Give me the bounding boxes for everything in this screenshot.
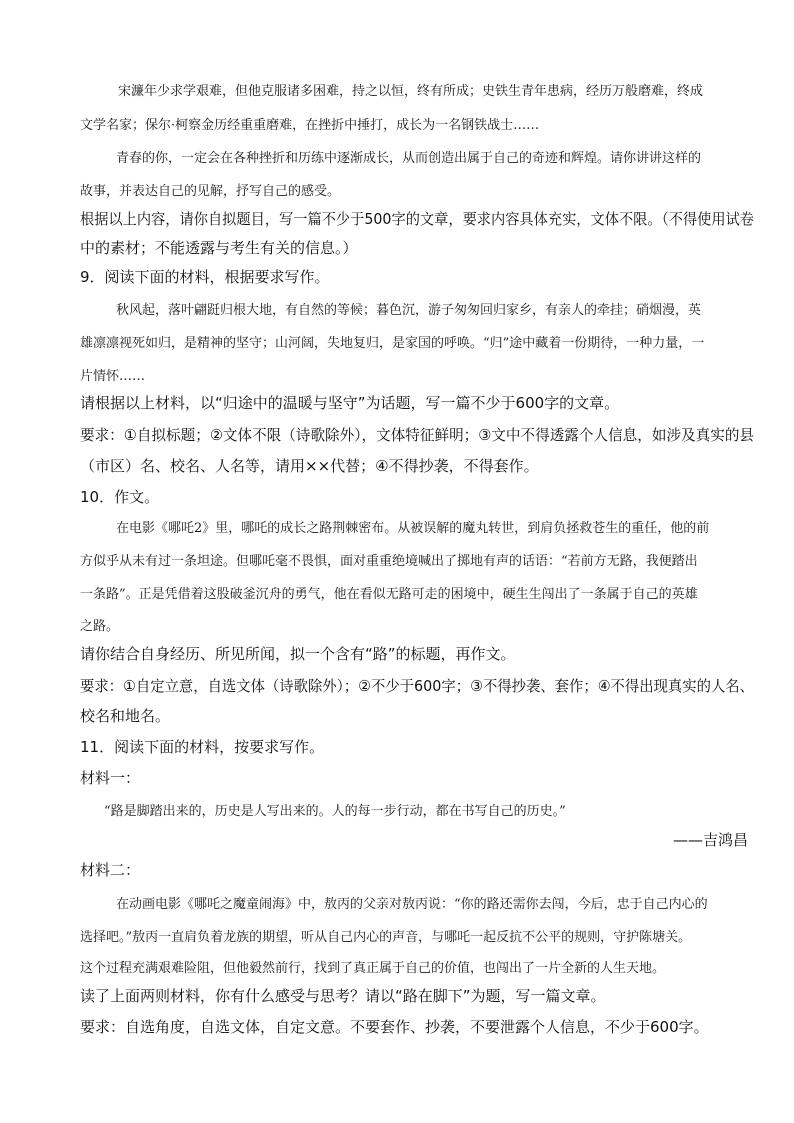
q9-material-line-2: 雄凛凛视死如归，是精神的坚守；山河阔，失地复归，是家国的呼唤。“归”途中藏着一份期待，一种力量，一 — [80, 336, 705, 351]
q11-material2-line-3: 这个过程充满艰难险阻，但他毅然前行，找到了真正属于自己的价值，也闯出了一片全新的人生天地。 — [80, 961, 666, 976]
q10-requirement-line-1: 要求：①自定立意，自选文体（诗歌除外）；②不少于600字；③不得抄袭、套作；④不得出现真实的人名、 — [80, 677, 754, 695]
q9-material-line-3: 片情怀…… — [80, 369, 146, 384]
q10-material-line-1: 在电影《哪吒2》里，哪吒的成长之路荆棘密布。从被误解的魔丸转世，到肩负拯救苍生的重任，他的前 — [116, 521, 710, 536]
q8-requirement-line-1: 根据以上内容，请你自拟题目，写一篇不少于500字的文章，要求内容具体充实，文体不限。（不得使用试卷 — [80, 210, 755, 228]
q9-task: 请根据以上材料，以“归途中的温暖与坚守”为话题，写一篇不少于600字的文章。 — [80, 394, 620, 412]
q10-material-line-2: 方似乎从未有过一条坦途。但哪吒毫不畏惧，面对重重绝境喊出了掷地有声的话语：“若前方无路，我便踏出 — [80, 554, 698, 569]
q8-material-line-1: 宋濂年少求学艰难，但他克服诸多困难，持之以恒，终有所成；史铁生青年患病，经历万般磨难，终成 — [118, 84, 704, 99]
q10-material-line-3: 一条路”。正是凭借着这股破釜沉舟的勇气，他在看似无路可走的困境中，硬生生闯出了一条属于自己的英雄 — [80, 587, 698, 602]
q10-heading: 10．作文。 — [80, 488, 160, 506]
q11-heading: 11．阅读下面的材料，按要求写作。 — [80, 738, 325, 756]
q8-material-line-3: 青春的你，一定会在各种挫折和历练中逐渐成长，从而创造出属于自己的奇迹和辉煌。请你讲讲这样的 — [116, 151, 702, 166]
q11-material2-line-1: 在动画电影《哪吒之魔童闹海》中，敖丙的父亲对敖丙说：“你的路还需你去闯，今后，忠于自己内心的 — [116, 897, 708, 912]
q11-requirement: 要求：自选角度，自选文体，自定文意。不要套作、抄袭，不要泄露个人信息，不少于600字。 — [80, 1018, 709, 1036]
q8-material-line-4: 故事，并表达自己的见解，抒写自己的感受。 — [80, 184, 341, 199]
q9-requirement-line-2: （市区）名、校名、人名等，请用××代替；④不得抄袭，不得套作。 — [80, 457, 539, 475]
q10-task: 请你结合自身经历、所见所闻，拟一个含有“路”的标题，再作文。 — [80, 645, 516, 663]
q11-material1-quote: “路是脚踏出来的，历史是人写出来的。人的每一步行动，都在书写自己的历史。” — [104, 804, 566, 819]
q11-material2-line-2: 选择吧。”敖丙一直肩负着龙族的期望，听从自己内心的声音，与哪吒一起反抗不公平的规则，守护陈塘关。 — [80, 930, 692, 945]
q11-task: 读了上面两则材料，你有什么感受与思考？请以“路在脚下”为题，写一篇文章。 — [80, 987, 606, 1005]
q8-material-line-2: 文学名家；保尔·柯察金历经重重磨难，在挫折中捶打，成长为一名钢铁战士…… — [80, 118, 540, 133]
q9-material-line-1: 秋风起，落叶翩跹归根大地，有自然的等候；暮色沉，游子匆匆回归家乡，有亲人的牵挂；硝烟漫，英 — [116, 303, 702, 318]
q9-heading: 9．阅读下面的材料，根据要求写作。 — [80, 268, 330, 286]
q10-requirement-line-2: 校名和地名。 — [80, 707, 171, 725]
q8-requirement-line-2: 中的素材；不能透露与考生有关的信息。） — [80, 239, 358, 257]
q11-material1-author: ——吉鸿昌 — [672, 831, 748, 849]
q11-material2-label: 材料二： — [80, 861, 141, 879]
q9-requirement-line-1: 要求：①自拟标题；②文体不限（诗歌除外），文体特征鲜明；③文中不得透露个人信息，如涉及真实的县 — [80, 426, 755, 444]
q10-material-line-4: 之路。 — [80, 619, 120, 634]
q11-material1-label: 材料一： — [80, 769, 141, 787]
